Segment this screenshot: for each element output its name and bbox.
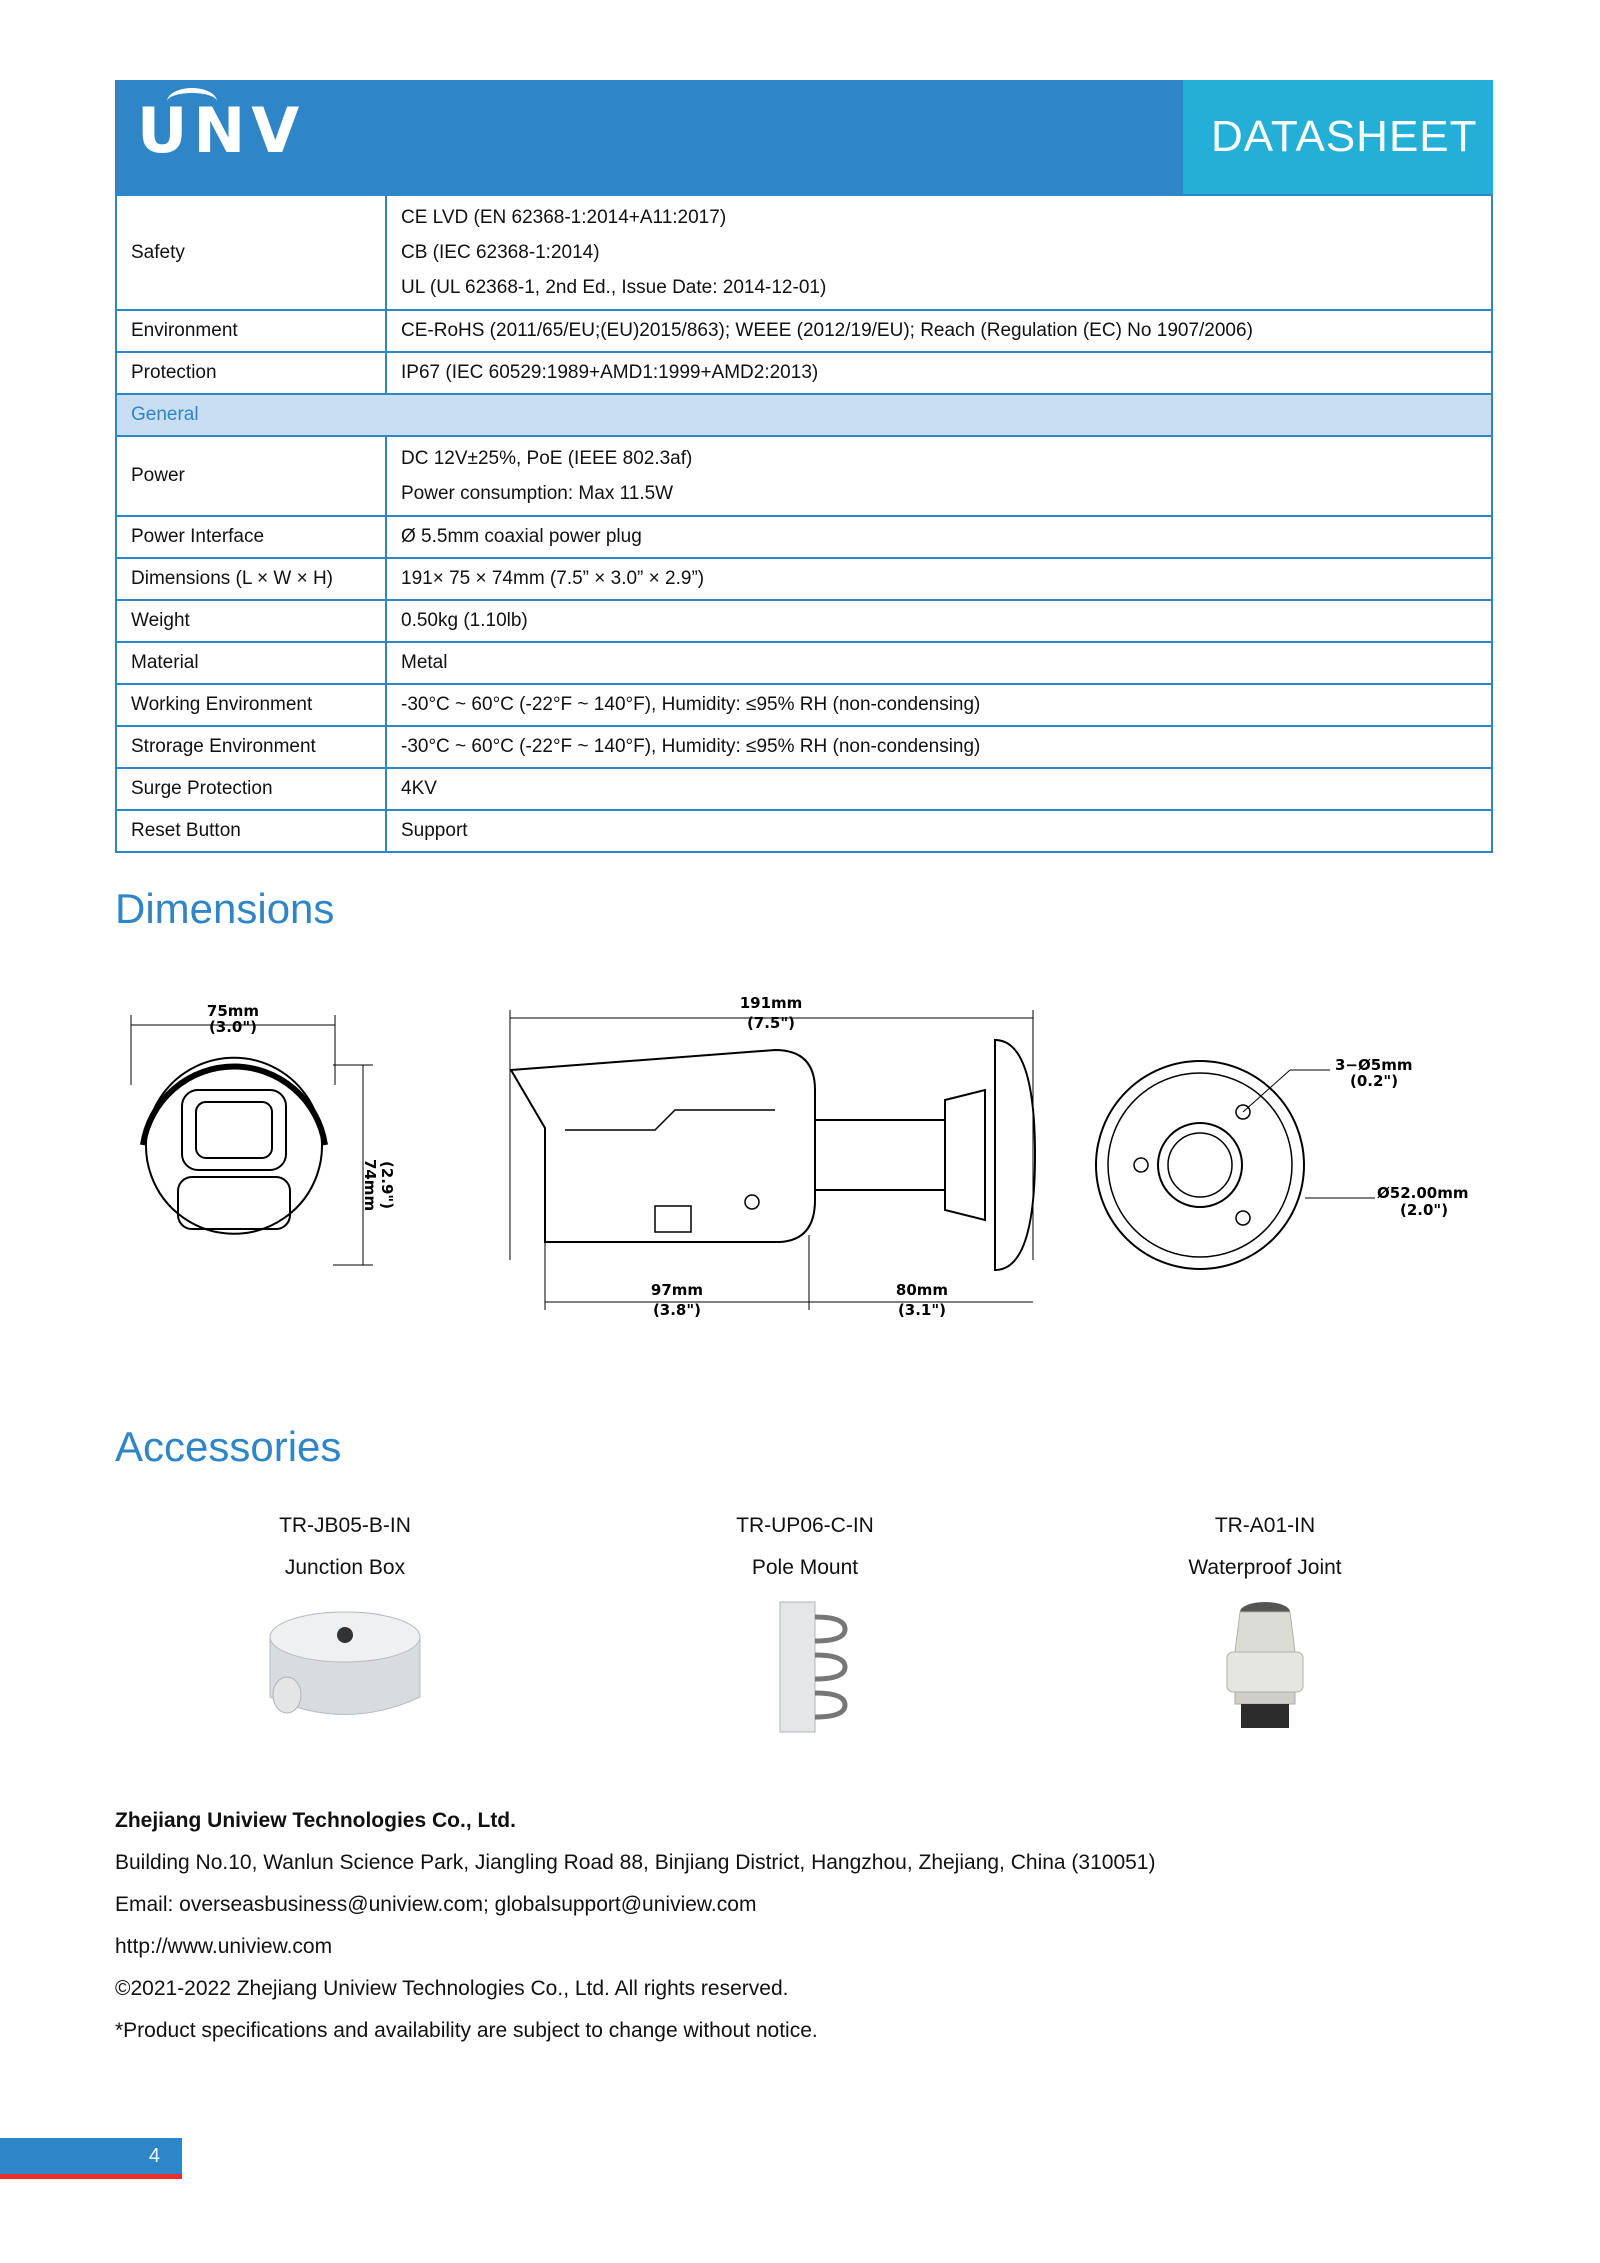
- side-a-label: 97mm: [650, 1281, 704, 1299]
- back-diameter-inch: (2.0"): [1400, 1201, 1449, 1219]
- back-diameter-label: Ø52.00mm: [1377, 1184, 1469, 1202]
- spec-value: IP67 (IEC 60529:1989+AMD1:1999+AMD2:2013): [386, 352, 1492, 394]
- company-email: Email: overseasbusiness@uniview.com; globalsupport@uniview.com: [115, 1893, 757, 1916]
- back-view-drawing: [1096, 1056, 1468, 1269]
- spec-section-row: [116, 394, 1492, 436]
- copyright: ©2021-2022 Zhejiang Uniview Technologies Co., Ltd. All rights reserved.: [115, 1977, 789, 2000]
- side-b-label: 80mm: [895, 1281, 949, 1299]
- spec-row: [116, 436, 1492, 516]
- front-height-label: 74mm: [361, 1158, 379, 1212]
- front-view-drawing: [131, 1002, 396, 1265]
- spec-row: [116, 600, 1492, 642]
- spec-value-line: Power consumption: Max 11.5W: [401, 483, 674, 504]
- spec-value: Ø 5.5mm coaxial power plug: [386, 516, 1492, 558]
- company-url[interactable]: http://www.uniview.com: [115, 1935, 333, 1958]
- side-b-inch: (3.1"): [897, 1301, 947, 1319]
- spec-table: [115, 194, 1493, 853]
- spec-key: Power Interface: [116, 516, 386, 558]
- accessory-model: TR-A01-IN: [1214, 1514, 1316, 1537]
- company-address: Building No.10, Wanlun Science Park, Jiangling Road 88, Binjiang District, Hangzhou, Zhejiang, China (310051): [115, 1851, 1156, 1874]
- spec-key: Power: [116, 436, 386, 516]
- accessory-item: [655, 1505, 955, 1737]
- spec-key: Surge Protection: [116, 768, 386, 810]
- datasheet-badge: [1183, 80, 1493, 194]
- logo: UNV: [137, 94, 306, 167]
- spec-value: -30°C ~ 60°C (-22°F ~ 140°F), Humidity: ≤95% RH (non-condensing): [386, 726, 1492, 768]
- company-name: Zhejiang Uniview Technologies Co., Ltd.: [115, 1809, 516, 1832]
- spec-value: -30°C ~ 60°C (-22°F ~ 140°F), Humidity: ≤95% RH (non-condensing): [386, 684, 1492, 726]
- dimension-drawings: [115, 980, 1493, 1360]
- accessory-item: [1115, 1505, 1415, 1737]
- disclaimer: *Product specifications and availability are subject to change without notice.: [115, 2019, 818, 2042]
- spec-value-line: UL (UL 62368-1, 2nd Ed., Issue Date: 2014-12-01): [401, 277, 827, 298]
- spec-value-line: CB (IEC 62368-1:2014): [401, 242, 600, 263]
- back-hole-inch: (0.2"): [1350, 1072, 1399, 1090]
- accessory-name: Pole Mount: [751, 1556, 859, 1579]
- page-number: 4: [148, 2145, 160, 2167]
- spec-row: [116, 352, 1492, 394]
- spec-key: Protection: [116, 352, 386, 394]
- spec-row: [116, 642, 1492, 684]
- page-number-bar: [0, 2138, 182, 2179]
- spec-row: [116, 684, 1492, 726]
- accessories-heading: Accessories: [115, 1423, 342, 1470]
- spec-value: 4KV: [386, 768, 1492, 810]
- side-a-inch: (3.8"): [652, 1301, 702, 1319]
- spec-key: Safety: [116, 195, 386, 310]
- datasheet-label: DATASHEET: [1211, 112, 1478, 161]
- side-length-inch: (7.5"): [746, 1014, 796, 1032]
- spec-value-line: DC 12V±25%, PoE (IEEE 802.3af): [401, 448, 693, 469]
- dimensions-heading: Dimensions: [115, 885, 335, 932]
- accessory-model: TR-JB05-B-IN: [279, 1514, 411, 1537]
- spec-row: [116, 516, 1492, 558]
- spec-value: 0.50kg (1.10lb): [386, 600, 1492, 642]
- spec-row: [116, 726, 1492, 768]
- back-hole-label: 3−Ø5mm: [1335, 1056, 1413, 1074]
- spec-value: Metal: [386, 642, 1492, 684]
- front-width-label: 75mm: [206, 1002, 260, 1020]
- spec-key: Reset Button: [116, 810, 386, 852]
- junction-box-icon: [255, 1597, 435, 1737]
- spec-row: [116, 810, 1492, 852]
- front-height-inch: (2.9"): [378, 1160, 396, 1210]
- spec-value: 191× 75 × 74mm (7.5” × 3.0” × 2.9”): [386, 558, 1492, 600]
- spec-row: [116, 310, 1492, 352]
- spec-section-title: General: [116, 394, 1492, 436]
- spec-key: Dimensions (L × W × H): [116, 558, 386, 600]
- spec-value: CE-RoHS (2011/65/EU;(EU)2015/863); WEEE (2012/19/EU); Reach (Regulation (EC) No 1907/2006): [386, 310, 1492, 352]
- accessory-model: TR-UP06-C-IN: [736, 1514, 874, 1537]
- spec-key: Strorage Environment: [116, 726, 386, 768]
- spec-value-line: CE LVD (EN 62368-1:2014+A11:2017): [401, 207, 727, 228]
- spec-key: Weight: [116, 600, 386, 642]
- company-footer: [115, 1800, 1155, 2052]
- accessory-name: Waterproof Joint: [1188, 1556, 1342, 1579]
- spec-key: Working Environment: [116, 684, 386, 726]
- spec-value: [386, 436, 1492, 516]
- accessory-name: Junction Box: [284, 1556, 406, 1579]
- side-length-label: 191mm: [739, 994, 803, 1012]
- spec-value: Support: [386, 810, 1492, 852]
- accessory-item: [195, 1505, 495, 1737]
- front-width-inch: (3.0"): [208, 1018, 258, 1036]
- page-header: [115, 80, 1493, 194]
- spec-key: Environment: [116, 310, 386, 352]
- spec-row: [116, 768, 1492, 810]
- waterproof-joint-icon: [1175, 1597, 1355, 1737]
- spec-row: [116, 195, 1492, 310]
- spec-row: [116, 558, 1492, 600]
- spec-value: [386, 195, 1492, 310]
- side-view-drawing: [510, 994, 1035, 1319]
- spec-key: Material: [116, 642, 386, 684]
- pole-mount-icon: [715, 1597, 895, 1737]
